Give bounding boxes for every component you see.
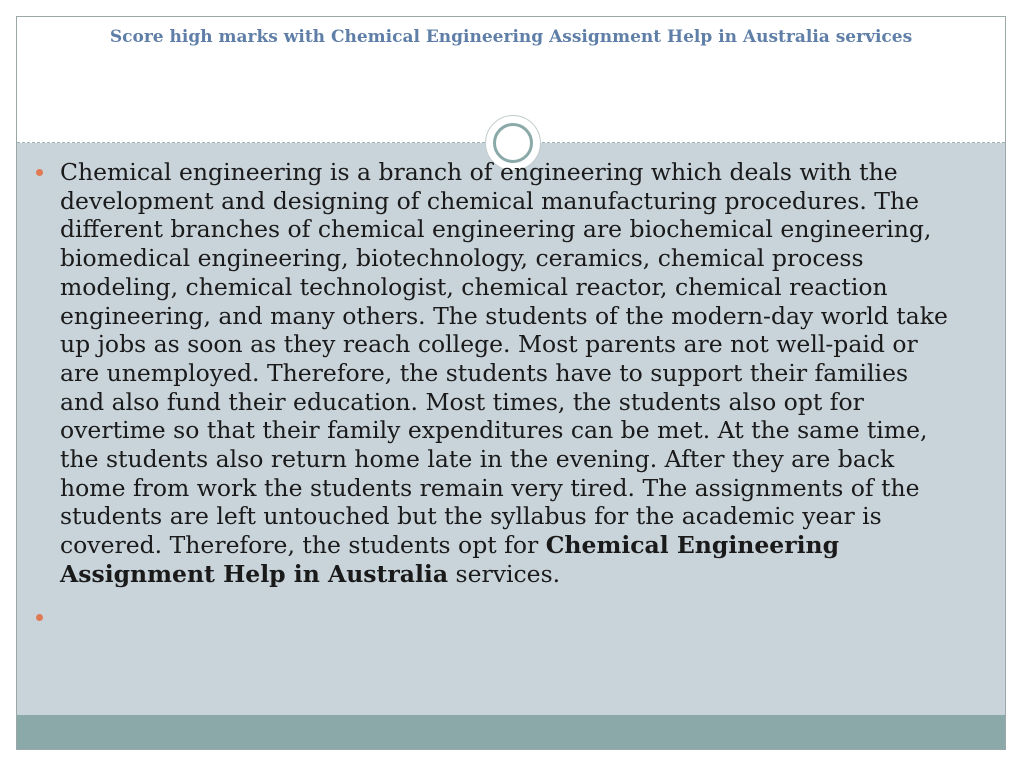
bullet-text: Chemical engineering is a branch of engineering which deals with the development and designing of chemical manufacturing procedures. The different branches of chemical engineering are biochemical engineering, biomedical engineering, biotechnology, ceramics, chemical process modeling, chemical technologist, chemical reactor, chemical reaction engineering, and many others. The students of the modern-day world take up jobs as soon as they reach college. Most parents are not well-paid or are unemployed. Therefore, the students have to support their families and also fund their education. Most times, the students also opt for overtime so that their family expenditures can be met. At the same time, the students also return home late in the evening. After they are back home from work the students remain very tired. The assignments of the students are left untouched but the syllabus for the academic year is covered. Therefore, the students opt for [60, 158, 948, 560]
bullet-item [36, 158, 956, 589]
bullet-list [36, 158, 956, 631]
slide-title: Score high marks with Chemical Engineering Assignment Help in Australia services [109, 27, 913, 47]
bullet-dot-icon [36, 614, 43, 621]
bullet-item-empty [36, 603, 956, 632]
ornament-inner-ring [493, 123, 533, 163]
bullet-text-end: services. [448, 559, 561, 588]
bullet-dot-icon [36, 169, 43, 176]
bullet-bold-text: Chemical Engineering Assignment Help in Australia [60, 531, 840, 588]
footer-band [17, 715, 1005, 750]
